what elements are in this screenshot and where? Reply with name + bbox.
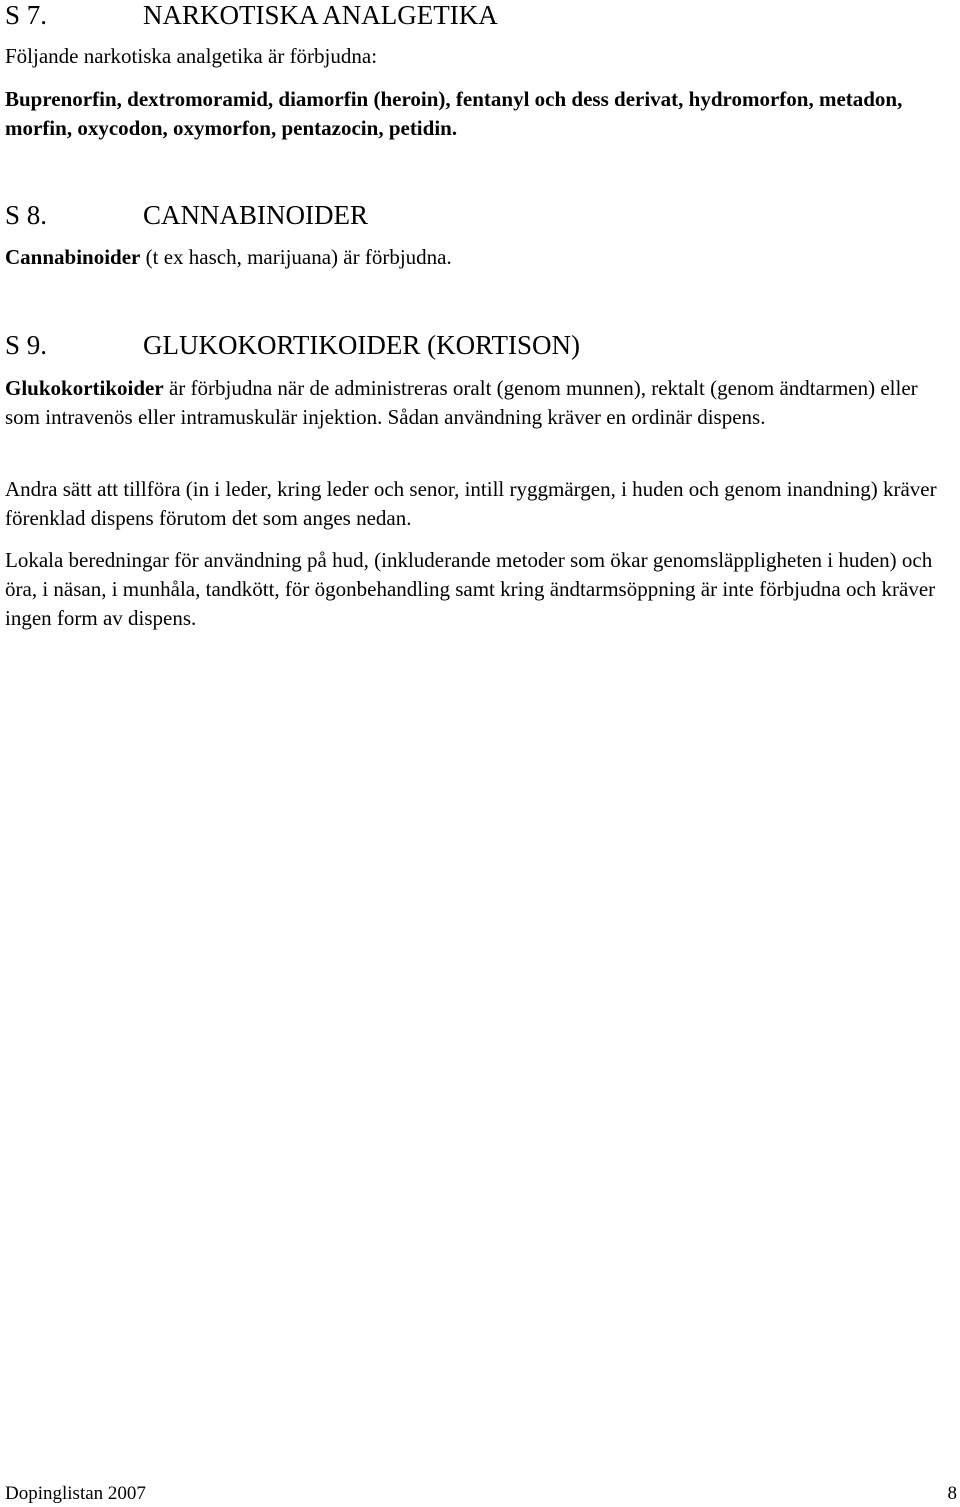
section-s9-p1-rest: är förbjudna när de administreras oralt (genom munnen), rektalt (genom ändtarmen) eller som intravenös eller intramuskulär injektion. Sådan användning kräver en ordinär dispens. <box>5 376 918 429</box>
footer-page-number: 8 <box>947 1483 957 1504</box>
section-title: CANNABINOIDER <box>143 200 368 230</box>
section-number: S 9. <box>5 330 48 360</box>
section-title: NARKOTISKA ANALGETIKA <box>143 0 498 30</box>
section-s9-paragraph-3: Lokala beredningar för användning på hud, (inkluderande metoder som ökar genomsläppligheten i huden) och öra, i näsan, i munhåla, tandkött, för ögonbehandling samt kring ändtarmsöppning är inte förbjudna och kräver ingen form av dispens. <box>5 548 936 630</box>
section-number: S 7. <box>5 0 48 30</box>
section-number: S 8. <box>5 200 48 230</box>
section-s7-intro: Följande narkotiska analgetika är förbjudna: <box>5 44 378 68</box>
section-s8-text <box>5 243 950 272</box>
section-s9-paragraph-2: Andra sätt att tillföra (in i leder, kring leder och senor, intill ryggmärgen, i huden och genom inandning) kräver förenklad dispens förutom det som anges nedan. <box>5 477 937 530</box>
section-s9-paragraph-1 <box>5 374 950 432</box>
term-glukokortikoider: Glukokortikoider <box>5 376 164 400</box>
term-cannabinoider: Cannabinoider <box>5 245 141 269</box>
footer-title: Dopinglistan 2007 <box>5 1483 146 1504</box>
section-s8-rest: (t ex hasch, marijuana) är förbjudna. <box>140 245 452 269</box>
section-title: GLUKOKORTIKOIDER (KORTISON) <box>143 330 580 360</box>
section-s7-substance-list: Buprenorfin, dextromoramid, diamorfin (heroin), fentanyl och dess derivat, hydromorfon, metadon, morfin, oxycodon, oxymorfon, pentazocin, petidin. <box>5 87 903 140</box>
